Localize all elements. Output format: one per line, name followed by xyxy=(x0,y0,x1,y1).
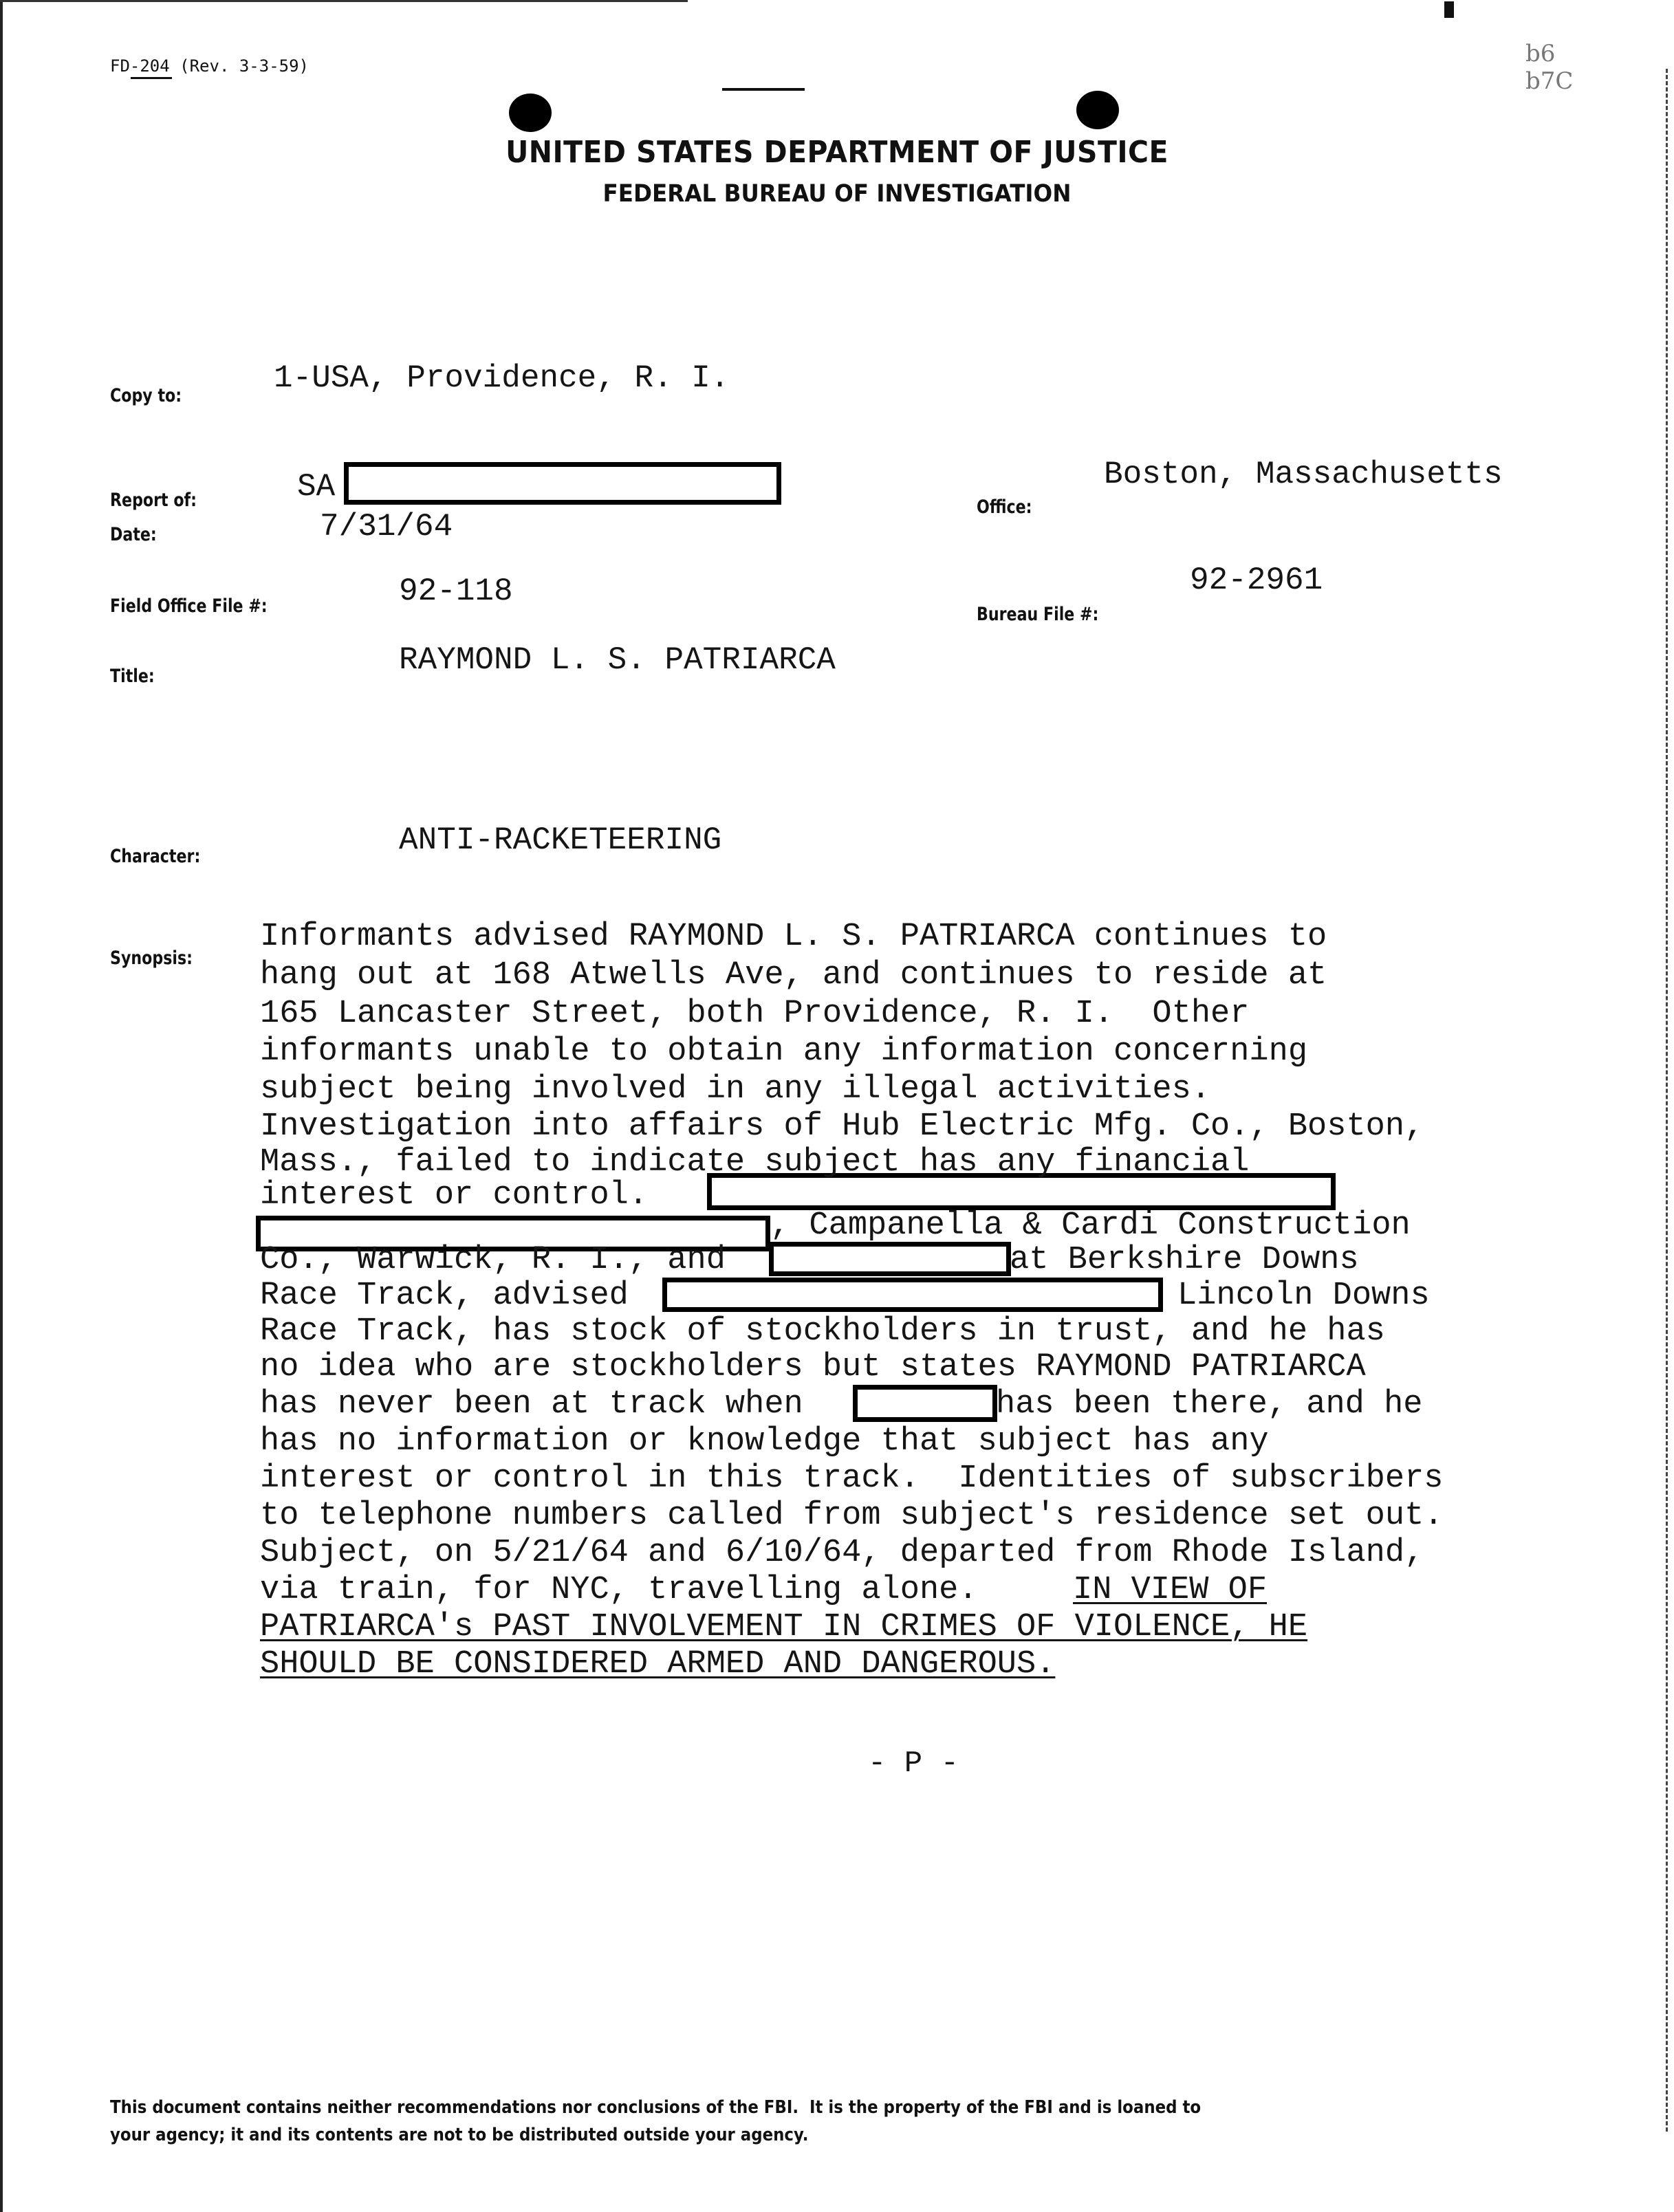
synopsis-line: to telephone numbers called from subject's residence set out. xyxy=(260,1498,1444,1534)
office-value: Boston, Massachusetts xyxy=(1104,457,1503,492)
punch-hole-right xyxy=(1076,91,1119,129)
redaction-box xyxy=(769,1242,1011,1276)
title-value: RAYMOND L. S. PATRIARCA xyxy=(399,642,836,678)
synopsis-line: Informants advised RAYMOND L. S. PATRIARCA continues to xyxy=(260,919,1327,955)
synopsis-line: subject being involved in any illegal activities. xyxy=(260,1071,1211,1108)
field-office-file-label: Field Office File #: xyxy=(110,595,268,617)
synopsis-line: has no information or knowledge that subject has any xyxy=(260,1423,1269,1460)
synopsis-line: via train, for NYC, travelling alone. xyxy=(260,1572,978,1608)
bureau-file-value: 92-2961 xyxy=(1190,562,1323,598)
title-label: Title: xyxy=(110,666,155,687)
date-label: Date: xyxy=(110,524,157,545)
copy-to-value: 1-USA, Providence, R. I. xyxy=(274,360,730,396)
synopsis-line: Race Track, has stock of stockholders in trust, and he has xyxy=(260,1313,1385,1350)
synopsis-line: has been there, and he xyxy=(996,1386,1423,1423)
redaction-box xyxy=(853,1385,997,1422)
character-label: Character: xyxy=(110,846,201,867)
copy-to-label: Copy to: xyxy=(110,385,182,406)
synopsis-line: Subject, on 5/21/64 and 6/10/64, departed from Rhode Island, xyxy=(260,1535,1424,1571)
redaction-box-agent-name xyxy=(344,462,781,505)
scan-edge-left xyxy=(0,0,3,2212)
synopsis-line: Race Track, advised xyxy=(260,1278,629,1314)
scan-edge-right xyxy=(1666,69,1670,2132)
synopsis-line: Mass., failed to indicate subject has any financial xyxy=(260,1144,1250,1181)
synopsis-warning-line: PATRIARCA's PAST INVOLVEMENT IN CRIMES OF VIOLENCE, HE xyxy=(260,1609,1308,1645)
date-value: 7/31/64 xyxy=(320,509,453,545)
exemption-code-b7c: b7C xyxy=(1525,67,1574,95)
office-label: Office: xyxy=(977,496,1032,518)
synopsis-line: interest or control in this track. Identities of subscribers xyxy=(260,1460,1444,1497)
footer-disclaimer-line2: your agency; it and its contents are not to be distributed outside your agency. xyxy=(110,2125,809,2145)
page-marker: - P - xyxy=(868,1746,959,1781)
punch-hole-left xyxy=(509,94,552,132)
synopsis-warning-line: SHOULD BE CONSIDERED ARMED AND DANGEROUS. xyxy=(260,1646,1056,1683)
redaction-box xyxy=(662,1278,1163,1312)
bureau-file-label: Bureau File #: xyxy=(977,604,1099,625)
scan-speck xyxy=(722,88,805,91)
synopsis-line: informants unable to obtain any information concerning xyxy=(260,1033,1308,1070)
synopsis-line: no idea who are stockholders but states RAYMOND PATRIARCA xyxy=(260,1349,1366,1386)
scan-speck xyxy=(131,77,172,79)
bureau-heading: FEDERAL BUREAU OF INVESTIGATION xyxy=(602,180,1072,208)
footer-disclaimer-line1: This document contains neither recommendations nor conclusions of the FBI. It is the property of the FBI and is loaned to xyxy=(110,2097,1202,2118)
synopsis-line: interest or control. xyxy=(260,1177,649,1214)
report-of-label: Report of: xyxy=(110,490,197,511)
synopsis-line: 165 Lancaster Street, both Providence, R. I. Other xyxy=(260,996,1250,1032)
scan-speck xyxy=(1444,1,1454,18)
synopsis-label: Synopsis: xyxy=(110,948,193,969)
synopsis-line: at Berkshire Downs xyxy=(1010,1242,1359,1278)
synopsis-line: Co., Warwick, R. I., and xyxy=(260,1242,726,1278)
synopsis-warning-start: IN VIEW OF xyxy=(1073,1572,1268,1608)
synopsis-line: , Campanella & Cardi Construction xyxy=(770,1207,1411,1244)
report-of-prefix: SA xyxy=(297,469,336,505)
field-office-file-value: 92-118 xyxy=(399,573,513,609)
synopsis-line: Investigation into affairs of Hub Electric Mfg. Co., Boston, xyxy=(260,1108,1424,1145)
exemption-code-b6: b6 xyxy=(1525,40,1556,67)
scan-edge-top xyxy=(0,0,688,2)
synopsis-line: hang out at 168 Atwells Ave, and continues to reside at xyxy=(260,957,1327,994)
department-heading: UNITED STATES DEPARTMENT OF JUSTICE xyxy=(506,135,1168,170)
synopsis-line: Lincoln Downs xyxy=(1177,1278,1430,1314)
synopsis-line: has never been at track when xyxy=(260,1386,803,1423)
form-number: FD-204 (Rev. 3-3-59) xyxy=(110,56,309,76)
character-value: ANTI-RACKETEERING xyxy=(399,822,722,858)
